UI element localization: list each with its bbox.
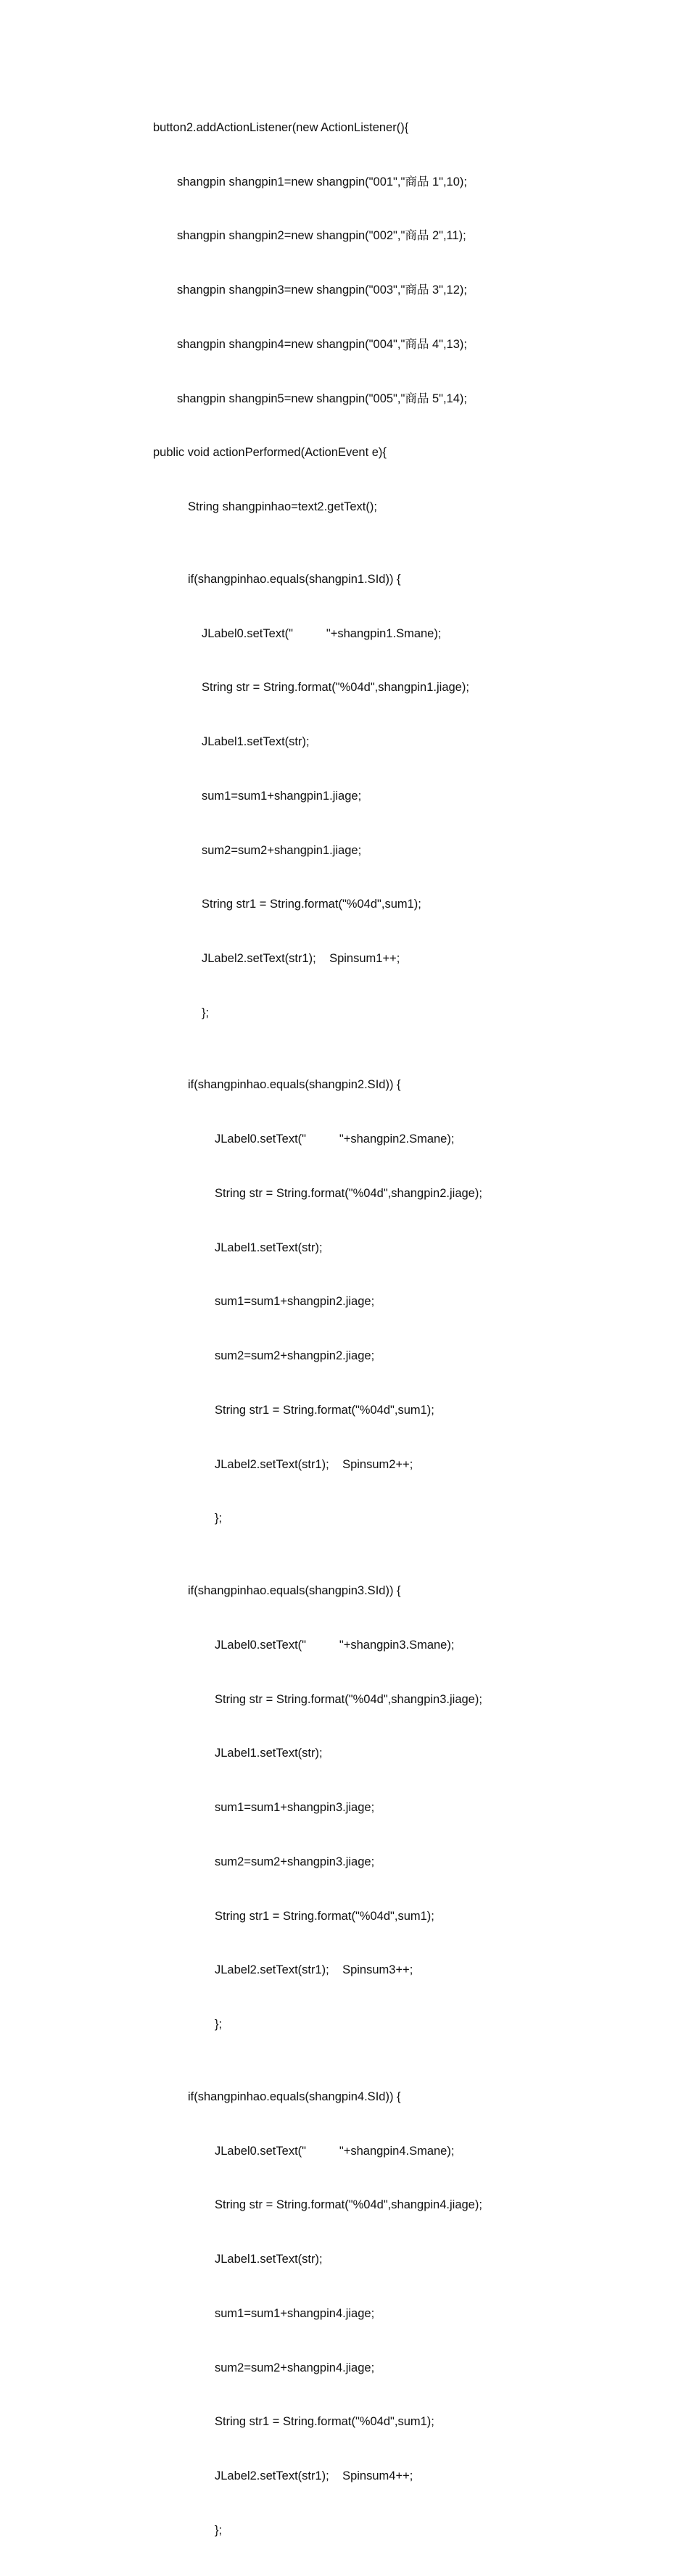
code-line: JLabel1.setText(str); xyxy=(202,735,310,749)
code-line: JLabel2.setText(str1); Spinsum3++; xyxy=(215,1963,413,1977)
code-line: sum2=sum2+shangpin1.jiage; xyxy=(202,843,362,857)
code-line: sum1=sum1+shangpin4.jiage; xyxy=(215,2306,375,2320)
code-line: JLabel2.setText(str1); Spinsum4++; xyxy=(215,2469,413,2483)
code-line: shangpin shangpin4=new shangpin("004","商品 4",13); xyxy=(177,337,467,351)
code-line: public void actionPerformed(ActionEvent e){ xyxy=(153,446,387,460)
code-line: JLabel0.setText(" "+shangpin3.Smane); xyxy=(215,1638,455,1652)
code-line: }; xyxy=(215,2523,223,2537)
code-line: if(shangpinhao.equals(shangpin3.SId)) { xyxy=(188,1584,401,1598)
code-line: JLabel1.setText(str); xyxy=(215,2253,323,2266)
code-line: JLabel1.setText(str); xyxy=(215,1241,323,1254)
code-line: shangpin shangpin2=new shangpin("002","商品 2",11); xyxy=(177,229,466,243)
code-line: sum1=sum1+shangpin3.jiage; xyxy=(215,1801,375,1815)
code-block xyxy=(153,83,482,2576)
code-line: String str = String.format("%04d",shangpin1.jiage); xyxy=(202,681,469,695)
code-line: JLabel0.setText(" "+shangpin1.Smane); xyxy=(202,626,442,640)
code-line: }; xyxy=(215,1512,223,1525)
code-line: String str1 = String.format("%04d",sum1); xyxy=(215,2415,434,2429)
code-line: String str = String.format("%04d",shangpin4.jiage); xyxy=(215,2198,482,2212)
code-line: JLabel0.setText(" "+shangpin4.Smane); xyxy=(215,2144,455,2158)
code-line: sum1=sum1+shangpin1.jiage; xyxy=(202,789,362,803)
code-line: String str = String.format("%04d",shangpin2.jiage); xyxy=(215,1186,482,1200)
code-line: if(shangpinhao.equals(shangpin1.SId)) { xyxy=(188,572,401,586)
code-line: JLabel1.setText(str); xyxy=(215,1747,323,1760)
code-line: }; xyxy=(215,2018,223,2032)
code-line: button2.addActionListener(new ActionListener(){ xyxy=(153,120,409,134)
code-line: JLabel2.setText(str1); Spinsum1++; xyxy=(202,952,400,966)
code-line: String str = String.format("%04d",shangpin3.jiage); xyxy=(215,1692,482,1706)
code-line: JLabel0.setText(" "+shangpin2.Smane); xyxy=(215,1132,455,1146)
code-line: sum2=sum2+shangpin4.jiage; xyxy=(215,2361,375,2374)
code-line: shangpin shangpin3=new shangpin("003","商品 3",12); xyxy=(177,283,467,297)
code-line: String str1 = String.format("%04d",sum1); xyxy=(215,1909,434,1923)
code-line: sum2=sum2+shangpin3.jiage; xyxy=(215,1855,375,1868)
code-line: if(shangpinhao.equals(shangpin2.SId)) { xyxy=(188,1078,401,1092)
code-line: String str1 = String.format("%04d",sum1); xyxy=(215,1403,434,1417)
code-line: sum2=sum2+shangpin2.jiage; xyxy=(215,1349,375,1363)
code-line: }; xyxy=(202,1006,210,1019)
code-line: shangpin shangpin1=new shangpin("001","商品 1",10); xyxy=(177,175,467,189)
code-line: shangpin shangpin5=new shangpin("005","商品 5",14); xyxy=(177,392,467,405)
code-line: if(shangpinhao.equals(shangpin4.SId)) { xyxy=(188,2090,401,2103)
code-line: String str1 = String.format("%04d",sum1); xyxy=(202,898,421,911)
code-line: sum1=sum1+shangpin2.jiage; xyxy=(215,1295,375,1309)
code-line: JLabel2.setText(str1); Spinsum2++; xyxy=(215,1457,413,1471)
code-line: String shangpinhao=text2.getText(); xyxy=(188,500,377,514)
